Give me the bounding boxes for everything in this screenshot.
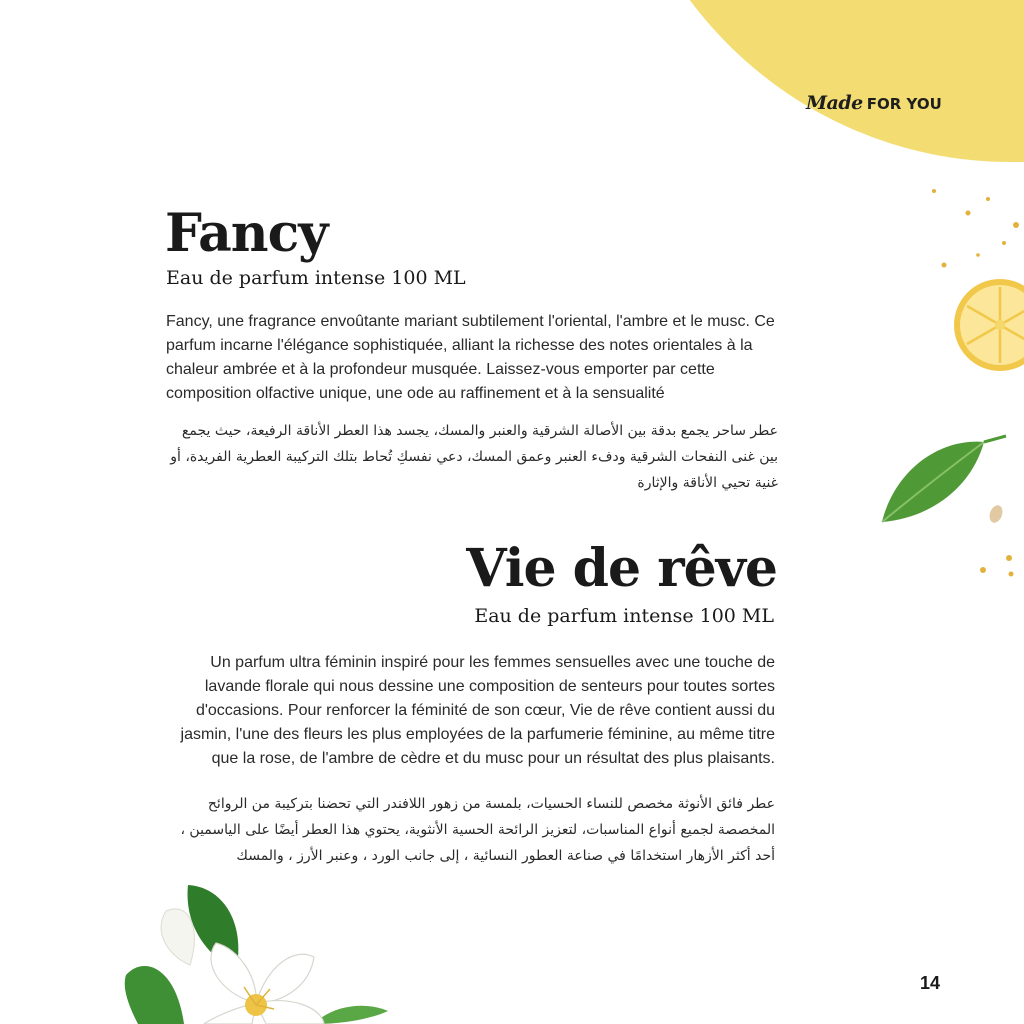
droplets-lower-icon [975, 550, 1015, 580]
product-title-fancy: Fancy [165, 203, 328, 264]
seed-icon [986, 502, 1006, 526]
product-title-vie-de-reve: Vie de rêve [466, 538, 777, 599]
product-description-ar-vie-de-reve: عطر فائق الأنوثة مخصص للنساء الحسيات، بلمسة من زهور اللافندر التي تحضنا بتركيبة من الروائح المخصصة لجميع أنواع المناسبات، لتعزيز الرائحة الحسية الأنثوية، يحتوي هذا العطر أيضًا على الياسمين ، أحد أكثر الأزهار استخدامًا في صناعة العطور النسائية ، إلى جانب الورد ، وعنبر الأرز ، والمسك [180, 796, 775, 864]
product-subtitle-fancy: Eau de parfum intense 100 ML [166, 267, 466, 289]
lemon-slice-icon [944, 277, 1024, 373]
product-subtitle-vie-de-reve: Eau de parfum intense 100 ML [474, 605, 774, 627]
brand-logo [806, 92, 942, 114]
yellow-blob-decoration [607, 0, 1024, 162]
product-description-fr-vie-de-reve: Un parfum ultra féminin inspiré pour les femmes sensuelles avec une touche de lavande florale qui nous dessine une composition de senteurs pour toutes sortes d'occasions. Pour renforcer la féminité de son cœur, Vie de rêve contient aussi du jasmin, l'une des fleurs les plus employées de la parfumerie féminine, au même titre que la rose, de l'ambre de cèdre et du musc pour un résultat des plus plaisants. [180, 654, 775, 767]
product-description-ar-fancy: عطر ساحر يجمع بدقة بين الأصالة الشرقية والعنبر والمسك، يجسد هذا العطر الأناقة الرفيعة، حيث يجمع بين غنى النفحات الشرقية ودفء العنبر وعمق المسك، دعي نفسكِ تُحاط بتلك التركيبة العطرية الفريدة، أو غنية تحيي الأناقة والإثارة [170, 423, 778, 491]
brand-logo-text: FOR YOU [866, 95, 942, 113]
page-number: 14 [920, 973, 941, 993]
droplets-icon [928, 185, 1024, 275]
brand-logo-script: Made [806, 92, 863, 114]
orange-blossom-icon [118, 875, 398, 1024]
product-description-fr-fancy: Fancy, une fragrance envoûtante mariant subtilement l'oriental, l'ambre et le musc. Ce parfum incarne l'élégance sophistiquée, alliant la richesse des notes orientales à la chaleur ambrée et à la profondeur musquée. Laissez-vous emporter par cette composition olfactive unique, une ode au raffinement et à la sensualité [166, 313, 775, 402]
